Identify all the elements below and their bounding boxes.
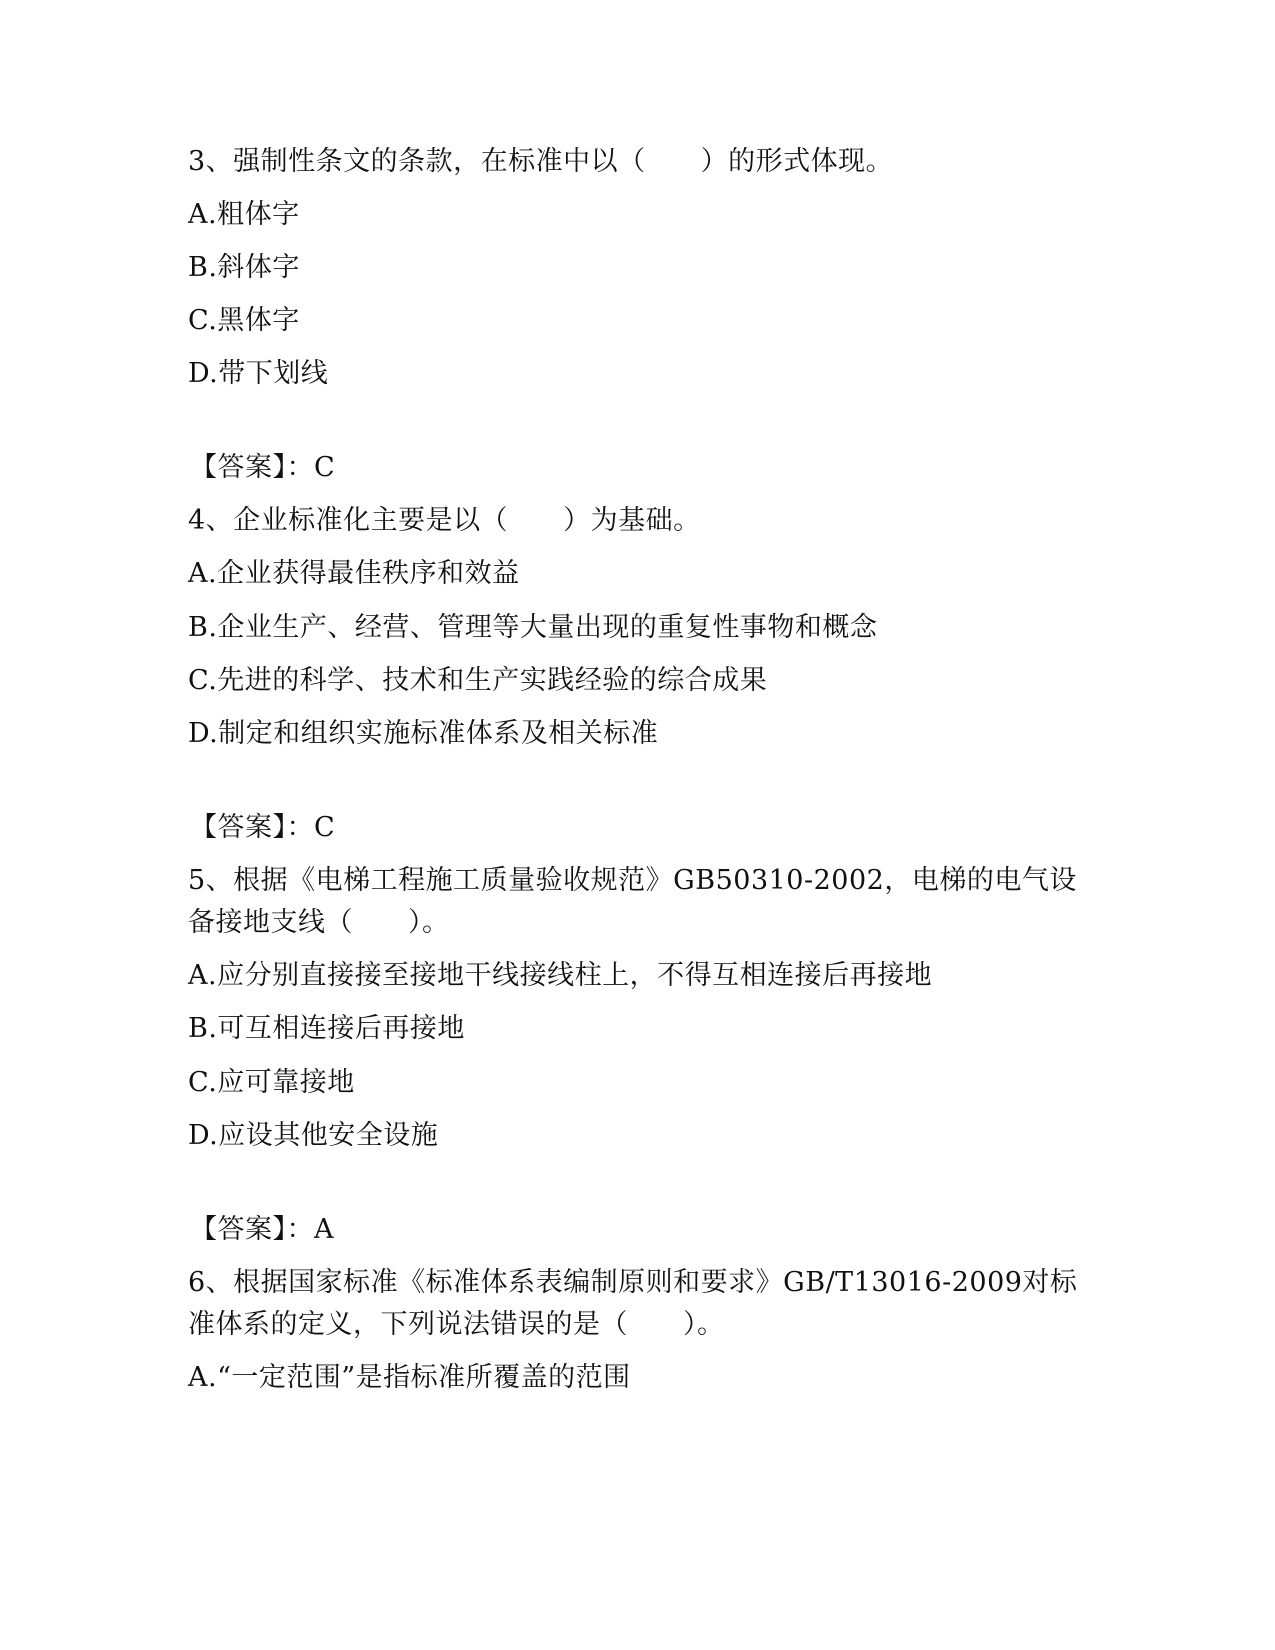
question-5-answer: 【答案】：A (190, 1214, 334, 1245)
question-3-option-c: C.黑体字 (188, 305, 300, 336)
question-4-option-b: B.企业生产、经营、管理等大量出现的重复性事物和概念 (188, 612, 878, 643)
question-6-stem-line-1: 6、根据国家标准《标准体系表编制原则和要求》GB/T13016-2009对标 (188, 1267, 1078, 1298)
question-6-option-a: A.“一定范围”是指标准所覆盖的范围 (188, 1362, 631, 1393)
question-4-option-c: C.先进的科学、技术和生产实践经验的综合成果 (188, 665, 768, 696)
question-5-option-c: C.应可靠接地 (188, 1067, 355, 1098)
question-4-option-a: A.企业获得最佳秩序和效益 (188, 558, 520, 589)
question-4-stem: 4、企业标准化主要是以（ ）为基础。 (188, 505, 701, 536)
question-4-answer: 【答案】：C (190, 812, 336, 843)
question-4-option-d: D.制定和组织实施标准体系及相关标准 (188, 718, 659, 749)
question-6-stem-line-2: 准体系的定义，下列说法错误的是（ ）。 (188, 1309, 725, 1340)
question-5-stem-line-1: 5、根据《电梯工程施工质量验收规范》GB50310-2002，电梯的电气设 (188, 865, 1077, 896)
question-5-stem-line-2: 备接地支线（ ）。 (188, 907, 450, 938)
question-3-stem: 3、强制性条文的条款，在标准中以（ ）的形式体现。 (188, 146, 894, 177)
question-3-option-b: B.斜体字 (188, 252, 300, 283)
question-5-option-a: A.应分别直接接至接地干线接线柱上，不得互相连接后再接地 (188, 960, 933, 991)
question-3-answer: 【答案】：C (190, 452, 336, 483)
question-3-option-a: A.粗体字 (188, 199, 300, 230)
question-5-option-d: D.应设其他安全设施 (188, 1120, 439, 1151)
question-5-option-b: B.可互相连接后再接地 (188, 1013, 465, 1044)
question-3-option-d: D.带下划线 (188, 358, 329, 389)
